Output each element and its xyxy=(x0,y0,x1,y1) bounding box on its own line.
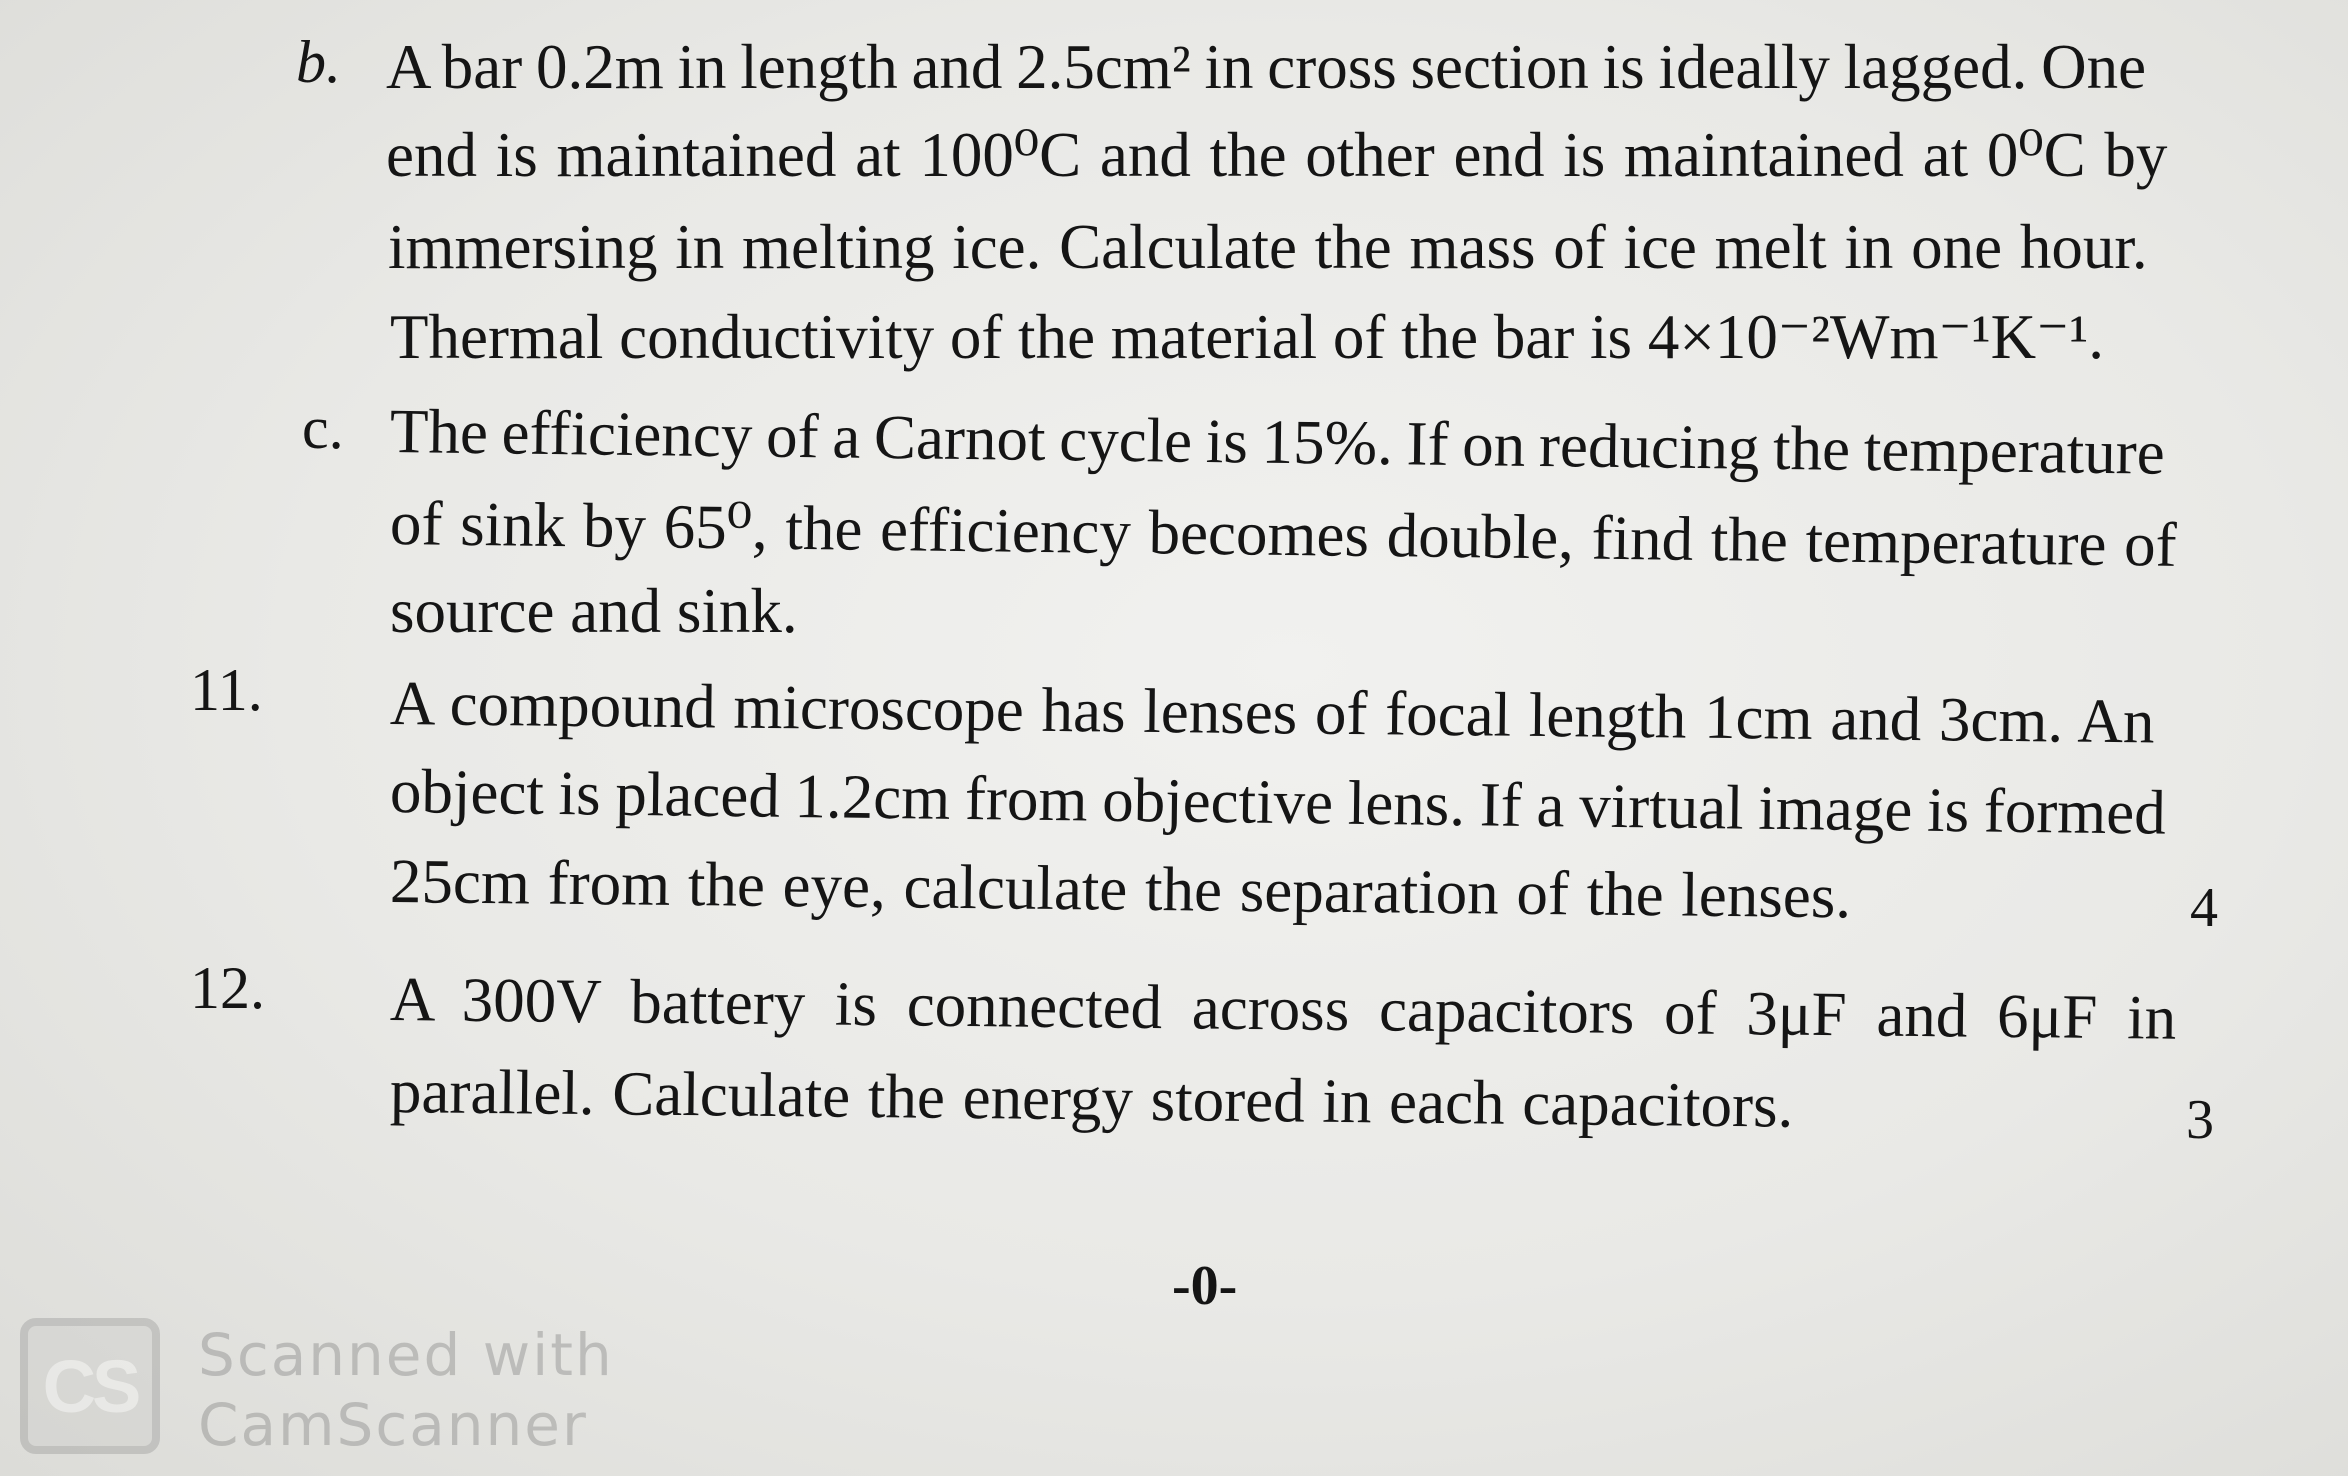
watermark-line-2: CamScanner xyxy=(198,1391,588,1459)
question-11-line-3: 25cm from the eye, calculate the separation of the lenses. xyxy=(389,846,1852,932)
question-12-line-1: A 300V battery is connected across capacitors of 3μF and 6μF in xyxy=(389,964,2177,1053)
page-number: -0- xyxy=(1172,1255,1238,1317)
question-12-number: 12. xyxy=(190,955,265,1021)
question-c-line-3: source and sink. xyxy=(390,576,798,646)
question-11-line-1: A compound microscope has lenses of focal length 1cm and 3cm. An xyxy=(389,668,2155,757)
question-12-line-2: parallel. Calculate the energy stored in each capacitors. xyxy=(389,1056,1794,1141)
camscanner-logo-icon xyxy=(20,1318,160,1454)
camscanner-logo-text: CS xyxy=(42,1344,138,1428)
camscanner-watermark xyxy=(20,1318,620,1458)
question-11-number: 11. xyxy=(190,657,263,723)
question-c-line-1: The efficiency of a Carnot cycle is 15%. If on reducing the temperature xyxy=(389,396,2166,488)
question-b-line-1: A bar 0.2m in length and 2.5cm² in cross section is ideally lagged. One xyxy=(386,32,2147,102)
question-b-line-4: Thermal conductivity of the material of the bar is 4×10⁻²Wm⁻¹K⁻¹. xyxy=(390,302,2104,372)
question-11-marks: 4 xyxy=(2190,877,2218,939)
question-b-line-2: end is maintained at 100⁰C and the other end is maintained at 0⁰C by xyxy=(386,120,2168,190)
question-12-marks: 3 xyxy=(2186,1089,2214,1151)
question-c-line-2: of sink by 65⁰, the efficiency becomes double, find the temperature of xyxy=(389,488,2178,580)
question-c-label: c. xyxy=(302,395,344,461)
watermark-line-1: Scanned with xyxy=(198,1321,614,1389)
question-b-label: b. xyxy=(296,29,341,95)
question-b-line-3: immersing in melting ice. Calculate the mass of ice melt in one hour. xyxy=(388,212,2148,282)
question-11-line-2: object is placed 1.2cm from objective lens. If a virtual image is formed xyxy=(389,756,2167,848)
